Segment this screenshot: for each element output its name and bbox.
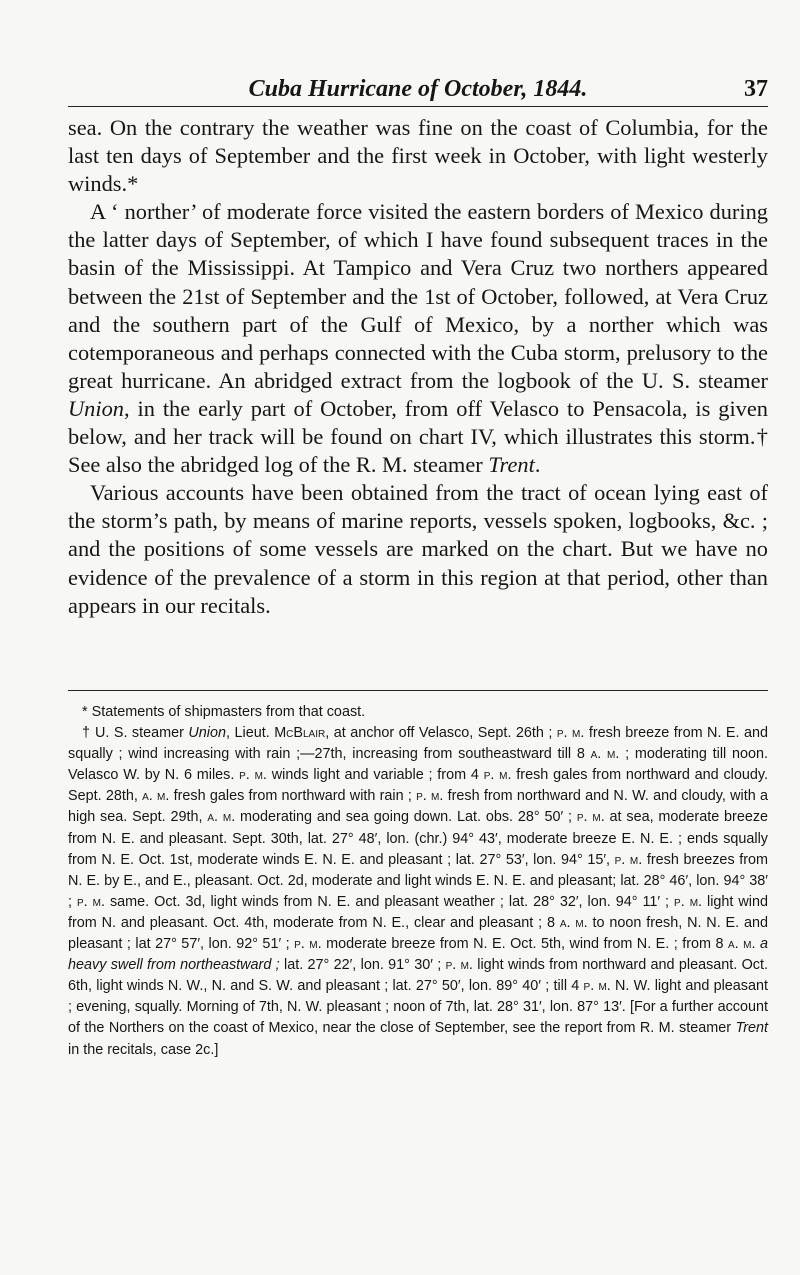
fn2-time: p. m. xyxy=(614,851,643,868)
paragraph-1 xyxy=(68,114,768,198)
footnote-1-text: * Statements of shipmasters from that coast. xyxy=(82,704,366,720)
fn2-emphasis: a heavy swell from northeastward ; xyxy=(68,936,769,974)
fn2-text: moderating and sea going down. Lat. obs. 28° 50′ ; xyxy=(235,809,577,826)
fn2-time: p. m. xyxy=(583,978,611,995)
footnote-divider xyxy=(68,690,768,691)
paragraph-1-text: sea. On the contrary the weather was fine on the coast of Columbia, for the last ten days of September and the first week in October, with light westerly winds.* xyxy=(68,115,768,197)
paragraph-2-end: . xyxy=(534,452,541,478)
fn2-text: fresh from northward and N. W. and cloudy, with a high sea. Sept. 29th, xyxy=(68,788,768,826)
footnotes xyxy=(68,702,768,1061)
page-title: Cuba Hurricane of October, 1844. xyxy=(248,76,588,102)
fn2-ship-trent: Trent xyxy=(735,1020,768,1037)
fn2-text: , at anchor off Velasco, Sept. 26th ; xyxy=(325,725,557,742)
fn2-text: lat. 27° 22′, lon. 91° 30′ ; xyxy=(279,957,446,974)
fn2-text: fresh breeze from N. E. and squally ; wind increasing with rain ;—27th, increasing from southeastward till 8 xyxy=(68,725,769,763)
fn2-time: p. m. xyxy=(483,767,512,784)
fn2-time: a. m. xyxy=(728,936,756,953)
page-number: 37 xyxy=(744,76,768,102)
paragraph-2-text: A ‘ norther’ of moderate force visited the eastern borders of Mexico during the latter days of September, of which I have found subsequent traces in the basin of the Mississippi. At Tampico and Vera Cruz two northers appeared between the 21st of September and the 1st of October, followed, at Vera Cruz and the southern part of the Gulf of Mexico, by a norther which was cotemporaneous and perhaps connected with the Cuba storm, prelusory to the great hurricane. An abridged extract from the logbook of the U. S. steamer xyxy=(68,199,768,393)
fn2-text: fresh breezes from N. E. by E., and E., pleasant. Oct. 2d, moderate and light winds E. N. E. and pleasant; lat. 28° 46′, lon. 94° 38′ ; xyxy=(68,851,769,910)
footnote-2 xyxy=(68,723,768,1061)
fn2-text: fresh gales from northward and cloudy. Sept. 28th, xyxy=(68,767,768,805)
fn2-text: light winds from northward and pleasant. Oct. 6th, light winds N. W., N. and S. W. and pleasant ; lat. 27° 50′, lon. 89° 40′ ; till 4 xyxy=(68,957,768,995)
ship-name-trent: Trent xyxy=(488,452,535,478)
fn2-text: in the recitals, case 2c.] xyxy=(68,1041,219,1058)
fn2-time: p. m. xyxy=(576,809,605,826)
fn2-time: p. m. xyxy=(674,893,703,910)
paragraph-2 xyxy=(68,198,768,479)
fn2-time: p. m. xyxy=(239,767,267,784)
fn2-text: to noon fresh, N. N. E. and pleasant ; lat 27° 57′, lon. 92° 51′ ; xyxy=(68,914,768,953)
fn2-time: p. m. xyxy=(76,893,105,910)
fn2-text: same. Oct. 3d, light winds from N. E. and pleasant weather ; lat. 28° 32′, lon. 94° 11′ ; xyxy=(104,893,675,910)
fn2-time: p. m. xyxy=(445,957,473,974)
fn2-text: light wind from N. and pleasant. Oct. 4th, moderate from N. E., clear and pleasant ; 8 xyxy=(68,893,768,931)
fn2-text: fresh gales from northward with rain ; xyxy=(169,788,417,805)
fn2-text: winds light and variable ; from 4 xyxy=(266,767,484,784)
fn2-commander: McBlair xyxy=(274,725,326,742)
paragraph-2-text-cont: , in the early part of October, from off Velasco to Pensacola, is given below, and her track will be found on chart IV, which illustrates this storm.† See also the abridged log of the R. M. steamer xyxy=(68,395,768,478)
fn2-time: p. m. xyxy=(416,788,444,805)
fn2-time: p. m. xyxy=(556,725,585,742)
fn2-text: , Lieut. xyxy=(226,725,275,742)
body-text xyxy=(68,114,768,620)
running-head xyxy=(68,76,768,107)
fn2-time: p. m. xyxy=(294,936,322,953)
fn2-ship-union: Union xyxy=(188,725,227,742)
fn2-time: a. m. xyxy=(207,809,236,826)
fn2-text: ; moderating till noon. Velasco W. by N. 6 miles. xyxy=(68,746,768,784)
fn2-time: a. m. xyxy=(142,788,170,805)
fn2-text: at sea, moderate breeze from N. E. and pleasant. Sept. 30th, lat. 27° 48′, lon. (chr.) 94° 43′, moderate breeze E. N. E. ; ends squally from N. E. Oct. 1st, moderate winds E. N. E. and pleasant ; lat. 27° 53′, lon. 94° 15′, xyxy=(68,809,769,868)
fn2-text: † U. S. steamer xyxy=(82,725,189,742)
ship-name-union: Union xyxy=(68,395,124,421)
paragraph-3 xyxy=(68,479,768,619)
footnote-1 xyxy=(68,702,768,723)
fn2-time: a. m. xyxy=(559,914,588,931)
fn2-text: N. W. light and pleasant ; evening, squally. Morning of 7th, N. W. pleasant ; noon of 7th, lat. 28° 31′, lon. 87° 13′. [For a further account of the Northers on the coast of Mexico, near the close of September, see the report from R. M. steamer xyxy=(68,978,768,1037)
paragraph-3-text: Various accounts have been obtained from the tract of ocean lying east of the storm’s path, by means of marine reports, vessels spoken, logbooks, &c. ; and the positions of some vessels are marked on the chart. But we have no evidence of the prevalence of a storm in this region at that period, other than appears in our recitals. xyxy=(68,480,768,618)
fn2-time: a. m. xyxy=(590,746,620,763)
fn2-text: moderate breeze from N. E. Oct. 5th, wind from N. E. ; from 8 xyxy=(321,936,729,953)
